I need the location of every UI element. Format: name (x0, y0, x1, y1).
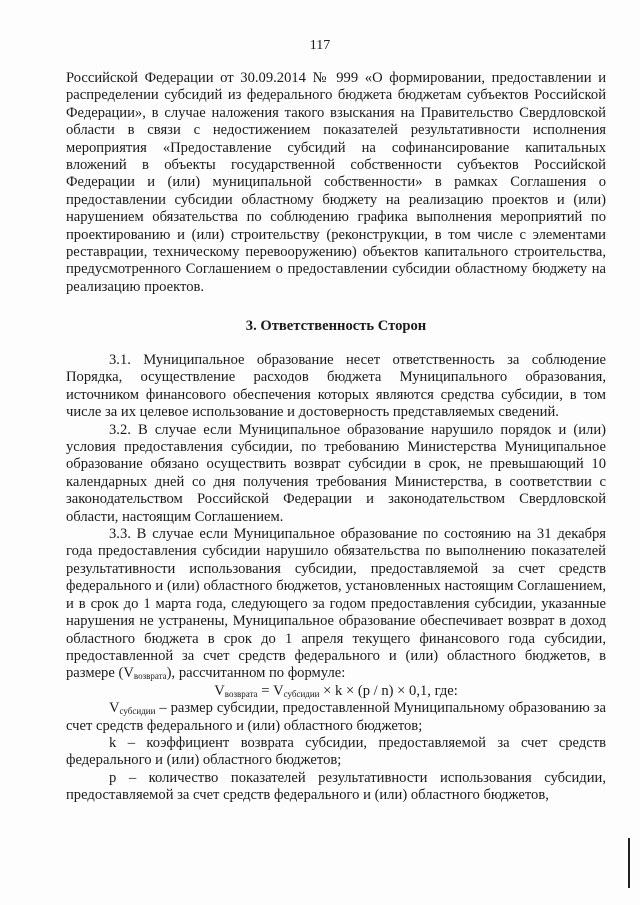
definition-v (66, 700, 606, 735)
formula-eq: = V (257, 682, 284, 699)
clauses-block (66, 352, 606, 805)
intro-paragraph-block (66, 70, 606, 296)
section-heading-block (66, 318, 606, 335)
definition-v-text: – размер субсидии, предоставленной Муниципальному образованию за счет средств федерального и (или) областного бюджетов; (66, 700, 606, 734)
definition-p: p – количество показателей результативности использования субсидии, предоставляемой за счет средств федерального и (или) областного бюджетов, (66, 769, 606, 804)
clause-3-1: 3.1. Муниципальное образование несет ответственность за соблюдение Порядка, осуществление расходов бюджета Муниципального образования, источником финансового обеспечения которых являются средства субсидии, в том числе за их целевое использование и достоверность представляемых сведений. (66, 352, 606, 421)
page-number: 117 (309, 38, 331, 53)
formula-lhs-subscript: возврата (224, 688, 258, 699)
definition-v-subscript: субсидии (119, 706, 156, 717)
formula-rest: × k × (p / n) × 0,1, где: (319, 682, 458, 699)
clause-3-3 (66, 526, 606, 683)
formula (66, 683, 606, 700)
definition-v-symbol: V (109, 700, 120, 717)
clause-3-2: 3.2. В случае если Муниципальное образование нарушило порядок и (или) условия предоставления субсидии, по требованию Министерства Муниципальное образование обязано осуществить возврат субсидии в срок, не превышающий 10 календарных дней со дня получения требования Министерства, в соответствии с законодательством Российской Федерации и законодательством Свердловской области, настоящим Соглашением. (66, 421, 606, 525)
intro-paragraph: Российской Федерации от 30.09.2014 № 999 «О формировании, предоставлении и распределении субсидий из федерального бюджета бюджетам субъектов Российской Федерации», в случае наложения такого взыскания на Правительство Свердловской области в связи с недостижением показателей результативности исполнения мероприятия «Предоставление субсидий на софинансирование капитальных вложений в объекты государственной собственности субъектов Российской Федерации и (или) муниципальной собственности» в рамках Соглашения о предоставлении субсидии областному бюджету на реализацию проектов и (или) нарушением обязательства по соблюдению графика выполнения мероприятий по проектированию и (или) строительству (реконструкции, в том числе с элементами реставрации, техническому перевооружению) объектов капитального строительства, предусмотренного Соглашением о предоставлении субсидии областному бюджету на реализацию проектов. (66, 70, 606, 295)
section-heading: 3. Ответственность Сторон (245, 318, 427, 334)
clause-3-3-subscript: возврата (133, 671, 167, 682)
definition-k: k – коэффициент возврата субсидии, предоставляемой за счет средств федерального и (или) областного бюджетов; (66, 734, 606, 769)
scan-margin-mark (628, 838, 630, 888)
clause-3-3-symbol: V (123, 665, 134, 682)
formula-rhs-subscript: субсидии (283, 688, 320, 699)
formula-lhs: V (214, 682, 225, 699)
clause-3-3-text: 3.3. В случае если Муниципальное образование по состоянию на 31 декабря года предоставления субсидии нарушило обязательства по выполнению показателей результативности использования субсидии, предоставляемой за счет средств федерального и (или) областного бюджетов, установленных настоящим Соглашением, и в срок до 1 марта года, следующего за годом предоставления субсидии, указанные нарушения не устранены, Муниципальное образование обеспечивает возврат в доход областного бюджета в срок до 1 апреля текущего финансового года субсидии, предоставленной за счет средств федерального и (или) областного бюджетов, в размере ( (66, 526, 606, 682)
clause-3-3-tail: ), рассчитанном по формуле: (166, 665, 346, 682)
